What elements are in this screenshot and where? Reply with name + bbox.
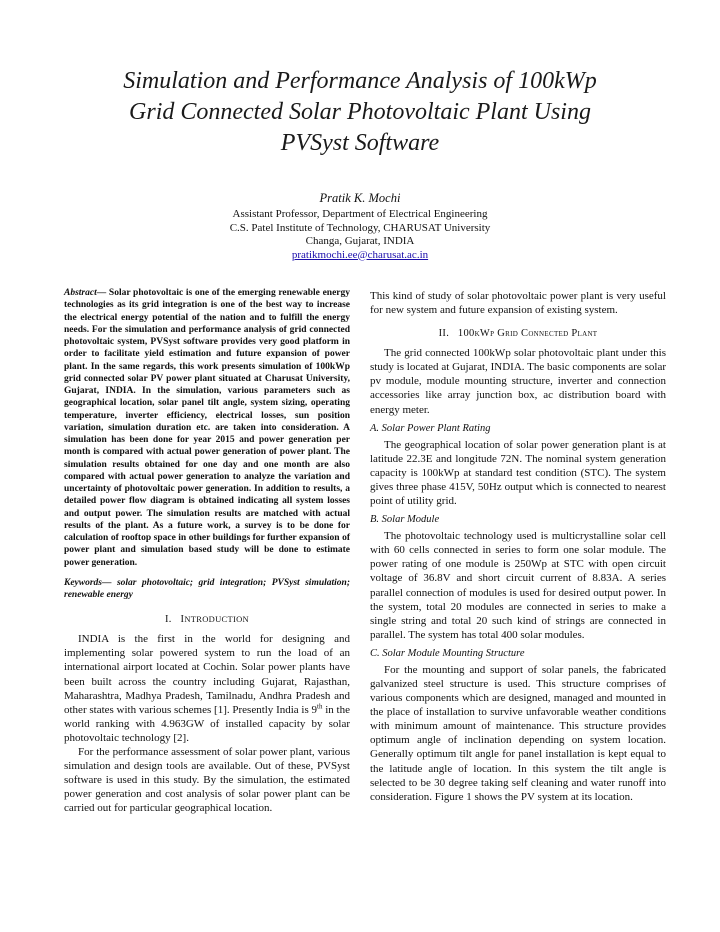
title-line: Simulation and Performance Analysis of 100kWp xyxy=(123,68,597,94)
affiliation-line: Assistant Professor, Department of Electrical Engineering xyxy=(232,208,488,220)
section-rest: NTRODUCTION xyxy=(184,614,249,625)
affiliation-line: C.S. Patel Institute of Technology, CHARUSAT University xyxy=(229,221,491,234)
right-column xyxy=(370,289,666,804)
section-rest: kWp Grid Connected Plant xyxy=(474,328,598,340)
subsection-paragraph: The photovoltaic technology used is multicrystalline solar cell with 60 cells connected in series to form one solar module. The power rating of one module is 250Wp at STC with open circuit voltage of 36.8V and short circuit current of 8.83A. A series parallel connection of modules is used for desired output power. In the system, total 20 modules are connected in series to make a single string and total 20 such kind of strings are connected in parallel. The system has total 400 solar modules. xyxy=(370,530,666,641)
intro-text: in the world ranking with 4.963GW of installed capacity by solar photovoltaic technology [2]. xyxy=(64,703,350,744)
subsection-heading: A. Solar Power Plant Rating xyxy=(370,422,491,434)
section-cap: 100 xyxy=(457,328,475,340)
title-line: Grid Connected Solar Photovoltaic Plant Using xyxy=(129,99,591,125)
section-paragraph: The grid connected 100kWp solar photovoltaic plant under this study is located at Gujarat, INDIA. The basic components are solar pv module, module mounting structure, inverter and connection accessories like array junction box, ac distribution board with energy meter. xyxy=(370,347,666,416)
left-column xyxy=(64,287,350,815)
section-number: II. xyxy=(438,328,450,340)
abstract xyxy=(64,287,350,569)
subsection-heading: B. Solar Module xyxy=(370,514,440,526)
subsection-heading: C. Solar Module Mounting Structure xyxy=(370,647,525,659)
intro-paragraph-2: For the performance assessment of solar power plant, various simulation and design tools are available. Out of these, PVSyst software is used in this study. By the simulation, the estimated power generation and cost analysis of solar power plant can be carried out for particular geographical location. xyxy=(64,746,350,815)
author-name: Pratik K. Mochi xyxy=(319,191,401,205)
subsection-paragraph: For the mounting and support of solar panels, the fabricated galvanized steel structure is used. This structure comprises of various components which are designed, managed and mounted in the place of installation to survive unfavorable weather conditions with minimum amount of maintenance. This structure provides optimum angle of inclination depending on system location. Generally optimum tilt angle for panel installation is kept equal to the latitude angle of location. In this system the tilt angle is selected to be 30 degree taking self cleaning and water runoff into consideration. Figure 1 shows the PV system at its location. xyxy=(370,663,666,803)
keywords xyxy=(64,577,350,602)
abstract-lead: Abstract— xyxy=(64,288,107,298)
subsection-paragraph: The geographical location of solar power generation plant is at latitude 22.3E and longitude 72N. The nominal system generation capacity is 100kWp at standard test condition (STC). The system gives three phase 415V, 50Hz output which is connected to nearest point of utility grid. xyxy=(370,438,666,508)
keywords-text: solar photovoltaic; grid integration; PVSyst simulation; renewable energy xyxy=(64,577,350,600)
section-number: I. xyxy=(165,614,172,626)
affiliation-line: Changa, Gujarat, INDIA xyxy=(305,235,415,247)
paper-title xyxy=(60,66,660,159)
keywords-lead: Keywords— xyxy=(64,577,112,588)
section-heading-introduction xyxy=(64,614,350,625)
intro-text: INDIA is the first in the world for designing and implementing solar powered system to run the load of an international airport located at Cochin. Solar power plants have been built across the country including Gujarat, Rajasthan, Maharashtra, Madhya Pradesh, Tamilnadu, Andhra Pradesh and other states with various schemes [1]. Presently India is 9 xyxy=(64,633,350,716)
title-line: PVSyst Software xyxy=(280,130,440,156)
right-paragraph: This kind of study of solar photovoltaic power plant is very useful for new system and future expansion of existing system. xyxy=(370,290,666,317)
section-cap: I xyxy=(180,614,185,626)
author-email-link[interactable]: pratikmochi.ee@charusat.ac.in xyxy=(291,248,429,261)
abstract-text: Solar photovoltaic is one of the emerging renewable energy technologies as its grid integration is one of the best way to increase the electrical energy potential of the nation and to fulfill the energy needs. For the simulation and performance analysis of grid connected photovoltaic system, PVSyst software provides very good platform in order to facilitate yield estimation and future expansion of power plant. In the same regards, this work presents simulation of 100kWp grid connected solar PV power plant situated at Charusat University, Gujarat, INDIA. In the simulation, various parameters such as geographical location, solar panel tilt angle, system sizing, operating temperature, inverter efficiency, electrical losses, sun position variation, simulation duration etc. are taken into consideration. A simulation has been done for year 2015 and power generation per month is compared with actual power generation of power plant. The simulation results obtained for one day and one month are also compared with actual power generation to analyze the variation and uncertainty of photovoltaic power generation. In addition to results, a detailed power flow diagram is obtained indicating all system losses and output power. The simulation results are matched with actual results of the plant. As a future work, a survey is to be done for calculation of rooftop space in other buildings for further expansion of power plant and simulation based study will be done to estimate power generation. xyxy=(64,288,350,568)
intro-paragraph-1 xyxy=(64,632,350,745)
section-heading-grid-plant xyxy=(370,328,666,339)
superscript: th xyxy=(317,702,323,711)
affiliation-block xyxy=(60,208,660,262)
